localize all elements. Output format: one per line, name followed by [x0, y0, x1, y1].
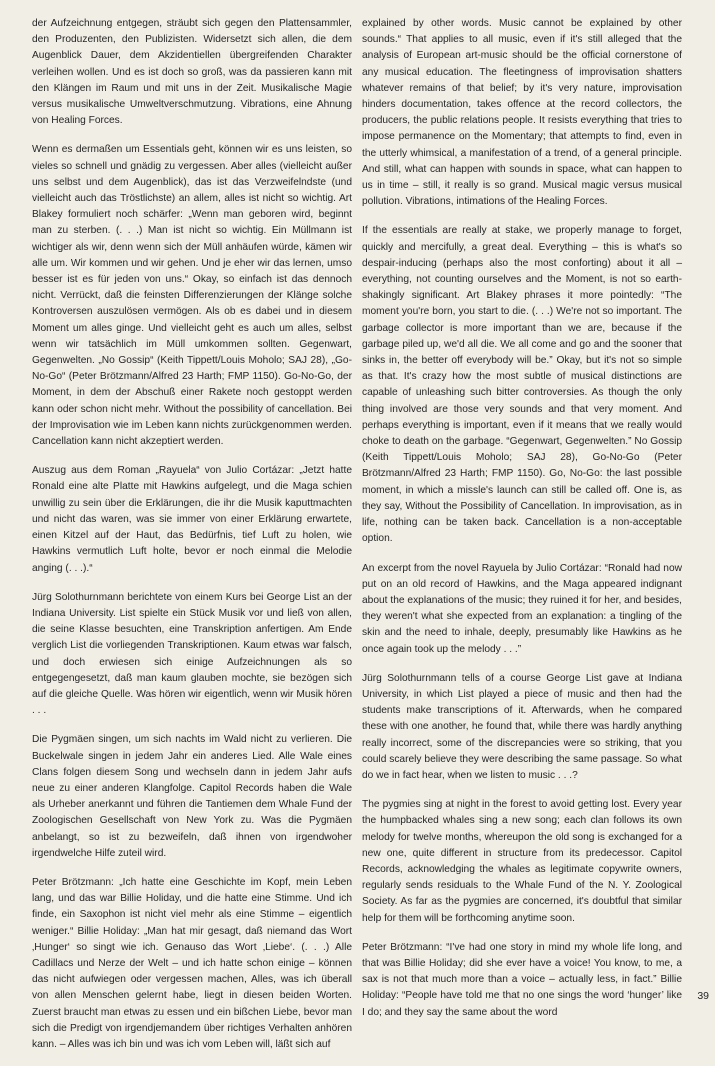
paragraph: If the essentials are really at stake, we properly manage to forget, quickly and mercifully, a great deal. Everything – this is what's so despair-inducing (perhaps also the most conforting) about it all – everything, not counting ourselves and the Moment, is not so earth-shakingly significant. Art Blakey phrases it more pointedly: “The moment you're born, you start to die. (. . .) We're not so important. The garbage collector is more important than we are, because if the garbage piled up, we'd all die. We all come and go and the sooner that sinks in, the better off everybody will be.” Okay, but it's not so simple as that. It's crazy how the most subtle of musical distinctions are capable of unleashing such bitter controversies. As though the only thing involved are those very sounds and that very moment. And perhaps everything is important, even if it means that we really would choke to death on the garbage. “Gegenwart, Gegenwelten.” No Gossip (Keith Tippett/Louis Moholo; SAJ 28), Go-No-Go (Peter Brötzmann/Alfred 23 Harth; FMP 1150). Go, No-Go: the last possible moment, in which a missle's launch can still be called off. One is, as they say, Without the Possibility of Cancellation. In improvisation, as in life, nothing can be taken back. Cancellation is a non-acceptable option. [362, 225, 682, 545]
paragraph: explained by other words. Music cannot be explained by other sounds.“ That applies to all music, even if it's still alleged that the analysis of European art-music should be the official cornerstone of any musical education. The fleetingness of improvisation shatters whatever remains of that belief; by it's very nature, improvisation hinders documentation, takes offence at the record collectors, the producers, the public relations people. It resists everything that tries to impose permanence on the Momentary; that attempts to find, even in the utterly whimsical, a manifestation of a trend, of a general principle. And still, what can happen with sounds in space, what can happen to us in time – still, it really is so grand. Musical magic versus musical pollution. Vibrations, intimations of the Healing Forces. [362, 18, 682, 208]
paragraph: Jürg Solothurnmann tells of a course George List gave at Indiana University, in which List played a piece of music and then had the students make transcriptions of it. Afterwards, when he compared these with one another, he found that, while there was hardly anything really incorrect, some of the discrepancies were so striking, that you could scarely believe they were describing the same passage. So what do we in fact hear, when we listen to music . . .? [362, 672, 682, 781]
paragraph: Auszug aus dem Roman „Rayuela“ von Julio Cortázar: „Jetzt hatte Ronald eine alte Platte mit Hawkins aufgelegt, und die Maga schien unwillig zu sein über die Erklärungen, die ihr die Musik kaputtmachten und nicht das waren, was sie immer von einer Erklärung erwartete, einen Kitzel auf der Haut, das Bedürfnis, tief Luft zu holen, wie Hawkins vermutlich Luft holte, bevor er noch einmal die Melodie anging (. . .).“ [32, 465, 352, 574]
paragraph: Peter Brötzmann: “I've had one story in mind my whole life long, and that was Billie Holiday; did she ever have a voice! You know, to me, a sax is not that much more than a voice – actually less, in fact.” Billie Holiday: “People have told me that no one sings the word ‘hunger’ like I do; and they say the same about the word [362, 941, 682, 1018]
paragraph: Peter Brötzmann: „Ich hatte eine Geschichte im Kopf, mein Leben lang, und das war Billie Holiday, und die hatte eine Stimme. Und ich finde, ein Saxophon ist nicht viel mehr als eine Stimme – eigentlich weniger.“ Billie Holiday: „Man hat mir gesagt, daß niemand das Wort ‚Hunger‘ so singt wie ich. Genauso das Wort ‚Liebe‘. (. . .) Alle Cadillacs und Nerze der Welt – und ich hatte schon einige – können das nicht aufwiegen oder vergessen machen, Alles, was ich überall von allen Menschen gelernt habe, liegt in diesen beiden Worten. Zuerst braucht man etwas zu essen und ein bißchen Liebe, bevor man sich die Predigt von irgendjemandem über richtiges Verhalten anhören kann. – Alles was ich bin und was ich vom Leben will, läßt sich auf [32, 876, 352, 1050]
paragraph: Die Pygmäen singen, um sich nachts im Wald nicht zu verlieren. Die Buckelwale singen in jedem Jahr ein anderes Lied. Alle Wale eines Clans folgen diesem Song und wechseln dann in jedem Jahr aufs neue zu einer anderen Klangfolge. Capitol Records haben die Wale als Urheber anerkannt und führen die Tantiemen dem Whale Fund der Zoologischen Gesellschaft von New York zu. Was die Pygmäen anbelangt, so ist zu bezweifeln, daß ihnen von irgendwoher irgendwelche Hilfe zuteil wird. [32, 734, 352, 859]
paragraph: der Aufzeichnung entgegen, sträubt sich gegen den Plattensammler, den Produzenten, den Publizisten. Widersetzt sich allen, die dem Augenblick Dauer, dem Akzidentiellen übergreifenden Charakter verleihen wollen. Und es ist doch so groß, was da passieren kann mit den Klängen im Raum und mit uns in der Zeit. Musikalische Magie versus musikalische Umweltverschmutzung. Vibrations, eine Ahnung von Healing Forces. [32, 18, 352, 127]
paragraph: An excerpt from the novel Rayuela by Julio Cortázar: “Ronald had now put on an old record of Hawkins, and the Maga appeared indignant about the explanations of the music; they ruined it for her, and besides, they weren't what she expected from an explanation: a tingling of the skin and the need to inhale, deeply, presumably like Hawkins as he once again took up the melody . . .” [362, 562, 682, 655]
paragraph: The pygmies sing at night in the forest to avoid getting lost. Every year the humpbacked whales sing a new song; each clan follows its own melody for twelve months, whereupon the old song is exchanged for a new one, quite different in structure from its predecessor. Capitol Records, acknowledging the whales as legitimate copywrite owners, regularly sends residuals to the Whale Fund of the N. Y. Zoological Society. As far as the pygmies are concerned, it's doubtful that similar help for them will be forthcoming anytime soon. [362, 799, 682, 924]
paragraph: Jürg Solothurnmann berichtete von einem Kurs bei George List an der Indiana University. List spielte ein Stück Musik vor und ließ von allen, die seine Klasse besuchten, eine Transkription anfertigen. Am Ende verglich List die vorliegenden Transkriptionen. Kaum etwas war falsch, und doch erwiesen sich einige Aufzeichnungen als so entgegengesetzt, daß man kaum glauben mochte, sie bezögen sich auf die gleiche Quelle. Was hören wir eigentlich, wenn wir Musik hören . . . [32, 591, 352, 717]
paragraph: Wenn es dermaßen um Essentials geht, können wir es uns leisten, so vieles so schnell und gnädig zu vergessen. Aber alles (vielleicht außer uns selbst und dem Augenblick), das ist das Verzweifelndste (und vielleicht auch das Tröstlichste) an allem, alles ist nicht so wichtig. Art Blakey formuliert noch schärfer: „Wenn man geboren wird, beginnt man zu sterben. (. . .) Man ist nicht so wichtig. Ein Müllmann ist wichtiger als wir, denn wenn sich der Müll anhäufen würde, kämen wir alle um. Wir kommen und wir gehen. Und je eher wir das lernen, umso besser ist es für jeden von uns.“ Okay, so einfach ist das dennoch nicht. Verrückt, daß die feinsten Differenzierungen der Klänge solche Kontroversen auszulösen vermögen. Als ob es dabei und in diesem Moment um alles ginge. Und vielleicht geht es auch um alles, selbst wenn wir tatsächlich im Müll umkommen sollten. Gegenwart, Gegenwelten. „No Gossip“ (Keith Tippett/Louis Moholo; SAJ 28), „Go-No-Go“ (Peter Brötzmann/Alfred 23 Harth; FMP 1150). Go-No-Go, der Moment, in dem der Abschuß einer Rakete noch gestoppt werden kann oder schon nicht mehr. Without the possibility of cancellation. Bei der Improvisation wie im Leben kann nichts zurückgenommen werden. Cancellation kann nicht akzeptiert werden. [32, 144, 352, 448]
right-column-english [362, 16, 682, 1034]
page-number: 39 [697, 990, 709, 1002]
left-column-german [32, 16, 352, 1066]
